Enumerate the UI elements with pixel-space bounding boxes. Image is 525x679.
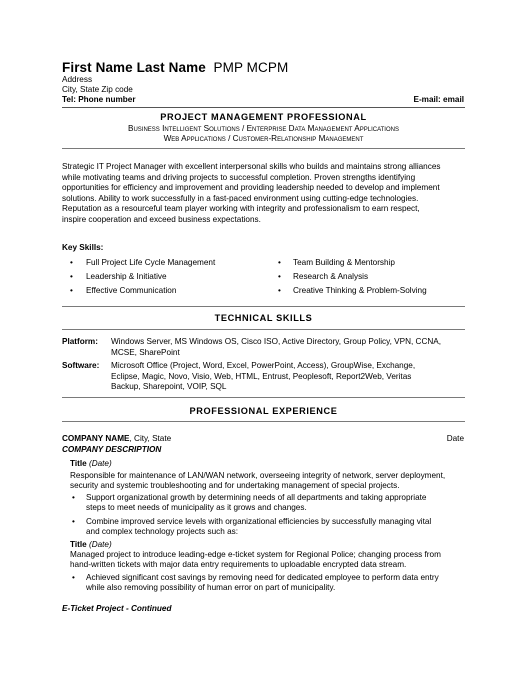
key-skills-label: Key Skills: (62, 243, 104, 252)
platform-line: Windows Server, MS Windows OS, Cisco ISO, Active Directory, Group Policy, VPN, CCNA, (111, 337, 442, 346)
city-state-zip: City, State Zip code (62, 85, 133, 94)
summary-line: Reputation as a resourceful team player working with integrity and professionalism to earn respect, (62, 204, 420, 213)
skills-divider (62, 306, 465, 307)
company-description: COMPANY DESCRIPTION (62, 445, 162, 454)
professional-title: PROJECT MANAGEMENT PROFESSIONAL (160, 112, 367, 122)
bullet-icon: • (72, 517, 75, 526)
job-title-2-line (70, 540, 112, 550)
bullet-icon: • (70, 286, 73, 295)
continued-project-label: E-Ticket Project - Continued (62, 604, 172, 613)
job-description-line: Responsible for maintenance of LAN/WAN network, overseeing integrity of network, server deployment, (70, 471, 446, 480)
telephone: Tel: Phone number (62, 95, 136, 104)
job-title-2-date: (Date) (88, 540, 112, 549)
candidate-name: First Name Last Name (62, 60, 206, 75)
company-line (62, 434, 171, 444)
achievement-line: and complex technology projects such as: (86, 527, 239, 536)
skill-item: Full Project Life Cycle Management (86, 258, 216, 267)
skill-item: Creative Thinking & Problem-Solving (293, 286, 427, 295)
summary-line: inspire cooperation and exceed business expectations. (62, 214, 261, 224)
software-line: Microsoft Office (Project, Word, Excel, PowerPoint, Access), GroupWise, Exchange, (111, 361, 416, 370)
title-divider (62, 148, 465, 149)
bullet-icon: • (70, 258, 73, 267)
platform-label: Platform: (62, 337, 98, 346)
technical-skills-heading: TECHNICAL SKILLS (214, 313, 313, 323)
job-description-line: security and systemic troubleshooting and for undertaking management of special projects. (70, 481, 400, 490)
employment-date: Date (446, 434, 464, 443)
candidate-name-line (62, 60, 288, 75)
company-location: , City, State (129, 434, 172, 443)
summary-line: Strategic IT Project Manager with excellent interpersonal skills who builds and maintains strong alliances (62, 162, 441, 171)
address: Address (62, 75, 93, 84)
title-subline-2: Web Applications / Customer-Relationship Management (163, 134, 364, 143)
achievement-line: steps to meet needs of municipality as it grows and changes. (86, 503, 307, 512)
summary-line: while motivating teams and driving projects to successful completion. Proven strengths identifying (62, 172, 416, 182)
skill-item: Leadership & Initiative (86, 272, 167, 281)
achievement-line: Support organizational growth by determining needs of all departments and taking appropriate (86, 493, 427, 502)
experience-top-divider (62, 397, 465, 398)
title-subline-1: Business Intelligent Solutions / Enterprise Data Management Applications (128, 124, 399, 133)
skill-item: Effective Communication (86, 286, 177, 295)
email: E-mail: email (413, 95, 464, 104)
achievement-line: Combine improved service levels with organizational efficiencies by successfully managing vital (86, 517, 432, 526)
job-title-1: Title (70, 459, 87, 468)
bullet-icon: • (278, 258, 281, 267)
achievement-line: while also removing possibility of human error on part of municipality. (86, 583, 336, 592)
achievement-line: Achieved significant cost savings by removing need for dedicated employee to perform data entry (86, 573, 439, 582)
job-title-1-date: (Date) (88, 459, 112, 468)
software-label: Software: (62, 361, 100, 370)
summary-line: solutions. Ability to work successfully in a fast-paced environment using cutting-edge technologies. (62, 193, 419, 203)
candidate-credentials: PMP MCPM (213, 60, 289, 75)
bullet-icon: • (70, 272, 73, 281)
job-description-line: Managed project to introduce leading-edge e-ticket system for Regional Police; changing process from (70, 550, 441, 559)
job-description-line: hand-written tickets with major data entry requirements to uploadable encrypted data stream. (70, 560, 407, 569)
experience-heading: PROFESSIONAL EXPERIENCE (189, 406, 338, 416)
summary-line: opportunities for efficiency and improvement and providing leadership needed to develop and implement (62, 183, 440, 192)
skill-item: Research & Analysis (293, 272, 369, 281)
job-title-2: Title (70, 540, 87, 549)
skill-item: Team Building & Mentorship (293, 258, 395, 267)
bullet-icon: • (278, 272, 281, 281)
platform-line: MCSE, SharePoint (111, 347, 180, 357)
software-line: Backup, Sharepoint, VOIP, SQL (111, 382, 227, 391)
header-divider (62, 107, 465, 108)
experience-divider (62, 421, 465, 422)
bullet-icon: • (72, 493, 75, 502)
bullet-icon: • (278, 286, 281, 295)
technical-divider (62, 329, 465, 330)
job-title-1-line (70, 459, 112, 469)
bullet-icon: • (72, 573, 75, 582)
software-line: Eclipse, Magic, Novo, Visio, Web, HTML, Entrust, Peoplesoft, Report2Web, Veritas (111, 371, 412, 381)
company-name: COMPANY NAME (62, 434, 130, 443)
